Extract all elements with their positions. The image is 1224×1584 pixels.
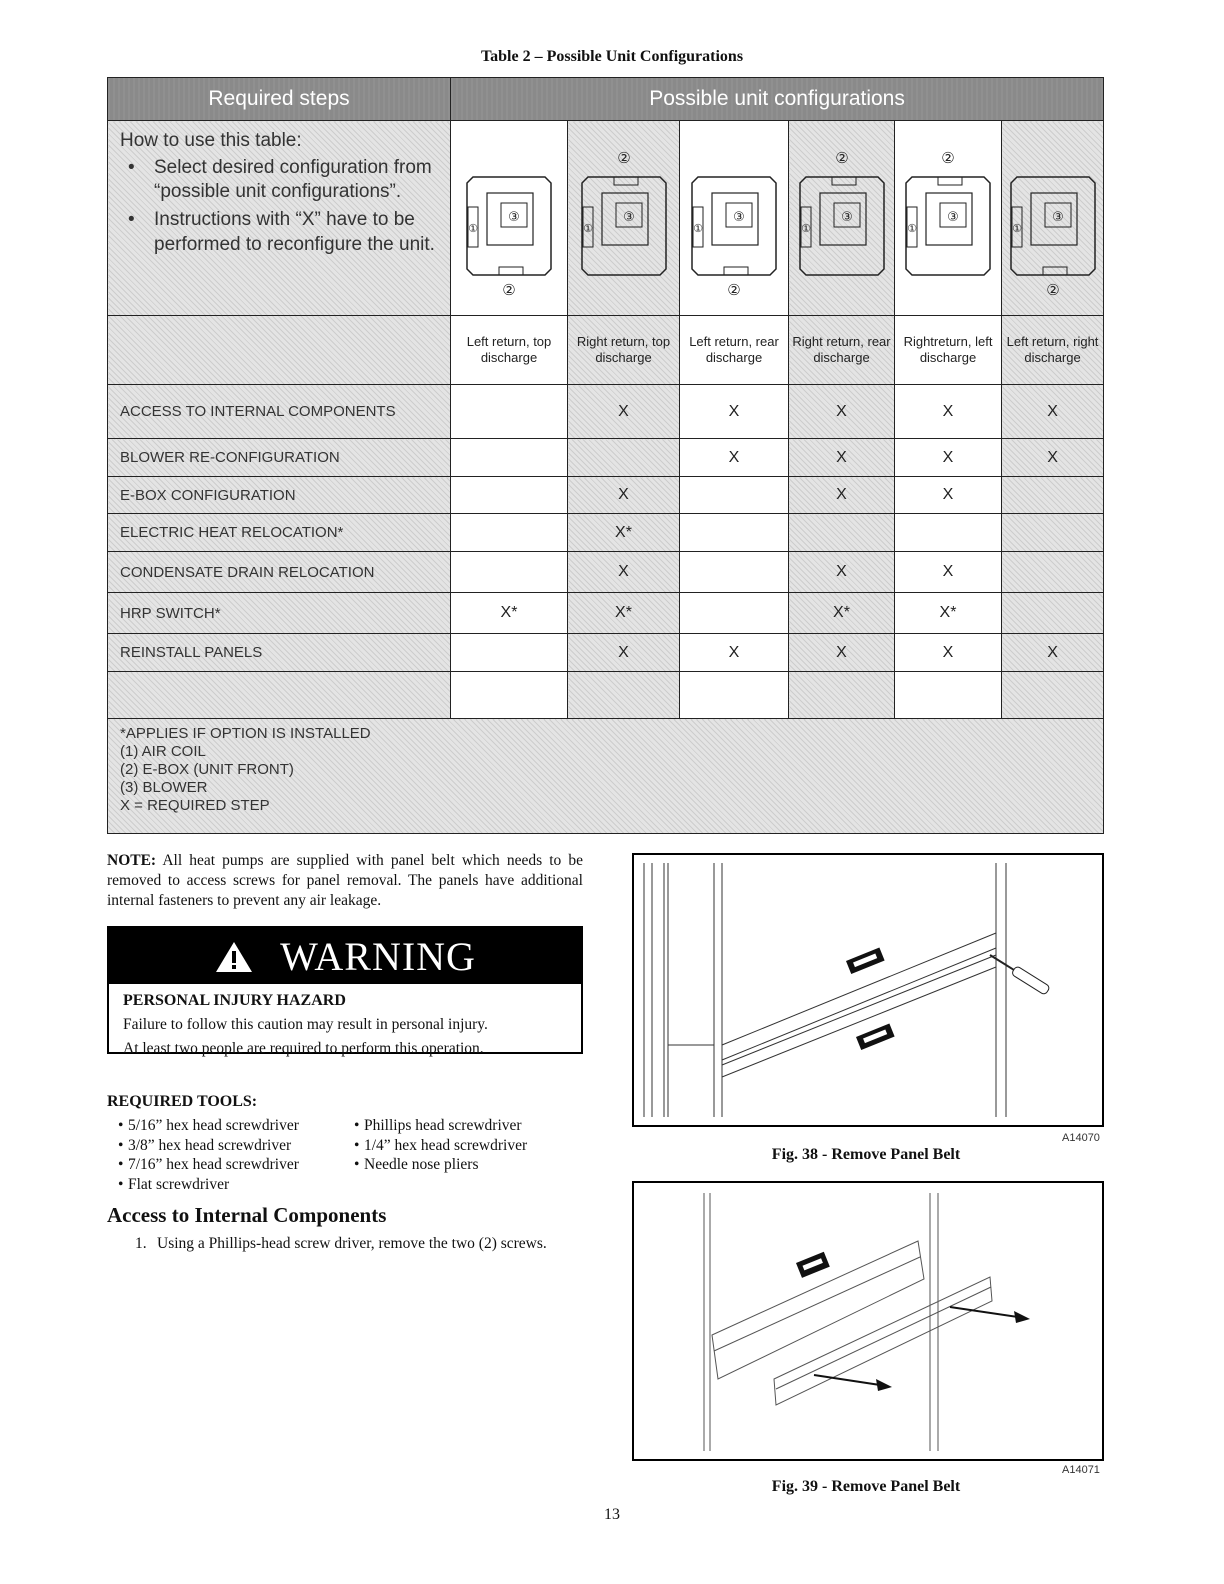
step-mark: X* <box>568 593 680 634</box>
figure-38-caption: Fig. 38 - Remove Panel Belt <box>771 1146 961 1163</box>
step-mark <box>895 514 1002 552</box>
config-label: Left return, rear discharge <box>680 316 789 385</box>
figure-39-caption: Fig. 39 - Remove Panel Belt <box>771 1478 961 1495</box>
table-row <box>108 593 1104 634</box>
note-paragraph <box>107 851 583 911</box>
e-box-shape <box>614 177 638 185</box>
table-row <box>108 439 1104 477</box>
step-mark <box>680 672 789 719</box>
blower-number: ③ <box>947 209 959 225</box>
step-mark: X <box>895 552 1002 593</box>
config-label: Left return, top discharge <box>451 316 568 385</box>
warning-line: Failure to follow this caution may result in personal injury. <box>123 1016 488 1033</box>
unit-schematic-icon <box>792 131 892 301</box>
config-diagram <box>895 121 1002 316</box>
e-box-shape <box>938 177 962 185</box>
warning-line: At least two people are required to perform this operation. <box>123 1040 484 1057</box>
unit-schematic-icon <box>1003 131 1103 301</box>
belt-clip-icon <box>846 948 885 974</box>
figure-39-code: A14071 <box>1062 1464 1100 1476</box>
step-mark <box>895 672 1002 719</box>
e-box-number: ② <box>616 148 631 167</box>
panel-belt-illustration-2 <box>634 1183 1102 1459</box>
step-name: ACCESS TO INTERNAL COMPONENTS <box>108 385 451 439</box>
header-required-steps: Required steps <box>108 78 451 121</box>
section-heading: Access to Internal Components <box>107 1203 387 1227</box>
config-label: Right return, top discharge <box>568 316 680 385</box>
step-mark <box>451 439 568 477</box>
step-mark <box>680 514 789 552</box>
step-mark: X* <box>451 593 568 634</box>
e-box-number: ② <box>941 148 955 167</box>
step-mark <box>789 514 895 552</box>
step-mark <box>1002 514 1104 552</box>
step-mark: X <box>568 385 680 439</box>
cabinet-outline <box>467 177 551 275</box>
step-mark <box>451 672 568 719</box>
arrow-right-icon <box>814 1375 892 1391</box>
config-diagram <box>789 121 895 316</box>
step-mark: X <box>680 385 789 439</box>
e-box-number: ② <box>834 148 849 167</box>
step-mark <box>451 477 568 514</box>
step-name: HRP SWITCH* <box>108 593 451 634</box>
cabinet-outline <box>1011 177 1095 275</box>
step-mark <box>789 672 895 719</box>
howto-list <box>120 156 438 258</box>
step-mark: X <box>789 439 895 477</box>
list-item: • 3/8” hex head screwdriver <box>118 1136 299 1156</box>
tools-heading: REQUIRED TOOLS: <box>107 1093 258 1110</box>
config-diagram <box>451 121 568 316</box>
air-coil-number: ① <box>468 221 478 235</box>
step-name: CONDENSATE DRAIN RELOCATION <box>108 552 451 593</box>
cabinet-outline <box>800 177 884 275</box>
step-mark: X <box>895 477 1002 514</box>
warning-box <box>107 926 583 1057</box>
note-text: All heat pumps are supplied with panel belt which needs to be removed to access screws for panel removal. The panels have additional internal fasteners to prevent any air leakage. <box>107 852 583 910</box>
step-mark <box>680 593 789 634</box>
table-row <box>108 514 1104 552</box>
step-number: 1. <box>135 1235 147 1252</box>
e-box-shape <box>499 267 523 275</box>
tools-list-right <box>354 1116 527 1175</box>
step-mark <box>568 672 680 719</box>
step-mark: X <box>789 477 895 514</box>
cabinet-outline <box>906 177 990 275</box>
howto-cell <box>108 121 451 316</box>
figure-38-image <box>632 853 1104 1127</box>
step-mark <box>1002 477 1104 514</box>
blower-number: ③ <box>622 209 635 225</box>
air-coil-number: ① <box>693 221 703 235</box>
warning-banner <box>109 928 581 984</box>
label-row-blank <box>108 316 451 385</box>
config-diagram <box>680 121 789 316</box>
blower-number: ③ <box>733 209 745 225</box>
config-label: Rightreturn, left discharge <box>895 316 1002 385</box>
header-possible-configurations: Possible unit configurations <box>451 78 1104 121</box>
step-mark <box>1002 672 1104 719</box>
step-mark: X <box>1002 439 1104 477</box>
step-name <box>108 672 451 719</box>
page-number: 13 <box>604 1506 620 1523</box>
table-row <box>108 634 1104 672</box>
legend-line: (1) AIR COIL <box>120 743 206 760</box>
legend-line: X = REQUIRED STEP <box>120 797 270 814</box>
figure-38-code: A14070 <box>1062 1132 1100 1144</box>
procedure-step <box>135 1234 583 1254</box>
list-item: • Needle nose pliers <box>354 1155 527 1175</box>
cabinet-outline <box>692 177 776 275</box>
step-name: REINSTALL PANELS <box>108 634 451 672</box>
step-mark <box>451 552 568 593</box>
unit-schematic-icon <box>459 131 559 301</box>
blower-number: ③ <box>840 209 853 225</box>
unit-schematic-icon <box>898 131 998 301</box>
blower-number: ③ <box>508 209 520 225</box>
config-diagram <box>1002 121 1104 316</box>
list-item: • Flat screwdriver <box>118 1175 299 1195</box>
step-mark <box>680 477 789 514</box>
step-mark <box>680 552 789 593</box>
step-mark: X <box>568 477 680 514</box>
panel-belt-illustration-1 <box>634 855 1102 1125</box>
step-mark: X <box>789 552 895 593</box>
table-row <box>108 672 1104 719</box>
legend-line: (3) BLOWER <box>120 779 208 796</box>
howto-item: • Select desired configuration from “possible unit configurations”. <box>154 156 438 205</box>
config-label: Left return, right discharge <box>1002 316 1104 385</box>
step-name: BLOWER RE-CONFIGURATION <box>108 439 451 477</box>
warning-banner-text: WARNING <box>280 934 476 979</box>
step-mark: X <box>1002 385 1104 439</box>
warning-title: PERSONAL INJURY HAZARD <box>123 992 346 1009</box>
table-row <box>108 552 1104 593</box>
blower-number: ③ <box>1051 209 1064 225</box>
step-mark: X <box>1002 634 1104 672</box>
step-mark <box>1002 593 1104 634</box>
e-box-shape <box>724 267 748 275</box>
e-box-number: ② <box>727 280 741 299</box>
step-mark <box>451 634 568 672</box>
step-mark: X* <box>895 593 1002 634</box>
configuration-table <box>107 77 1104 834</box>
air-coil-number: ① <box>800 221 811 235</box>
air-coil-number: ① <box>1011 221 1022 235</box>
warning-triangle-icon <box>214 932 254 990</box>
unit-schematic-icon <box>574 131 674 301</box>
belt-clip-icon <box>796 1252 830 1278</box>
table-row <box>108 477 1104 514</box>
list-item: • 5/16” hex head screwdriver <box>118 1116 299 1136</box>
howto-title: How to use this table: <box>120 130 302 151</box>
air-coil-number: ① <box>582 221 593 235</box>
list-item: • 7/16” hex head screwdriver <box>118 1155 299 1175</box>
e-box-shape <box>1043 267 1067 275</box>
step-mark <box>451 385 568 439</box>
step-mark: X <box>789 385 895 439</box>
step-mark: X <box>680 439 789 477</box>
e-box-shape <box>832 177 856 185</box>
step-name: E-BOX CONFIGURATION <box>108 477 451 514</box>
step-mark <box>1002 552 1104 593</box>
cabinet-outline <box>582 177 666 275</box>
step-mark: X <box>568 634 680 672</box>
tools-list-left <box>118 1116 299 1194</box>
legend-line: *APPLIES IF OPTION IS INSTALLED <box>120 725 371 742</box>
step-mark: X* <box>789 593 895 634</box>
step-mark: X <box>895 439 1002 477</box>
config-diagram <box>568 121 680 316</box>
step-mark <box>451 514 568 552</box>
e-box-number: ② <box>502 280 516 299</box>
step-mark: X <box>789 634 895 672</box>
step-mark: X <box>895 634 1002 672</box>
figure-39-image <box>632 1181 1104 1461</box>
step-mark: X <box>568 552 680 593</box>
step-mark <box>568 439 680 477</box>
table-row <box>108 385 1104 439</box>
step-text: Using a Phillips-head screw driver, remove the two (2) screws. <box>157 1235 547 1252</box>
step-name: ELECTRIC HEAT RELOCATION* <box>108 514 451 552</box>
note-label: NOTE: <box>107 852 157 869</box>
list-item: • 1/4” hex head screwdriver <box>354 1136 527 1156</box>
screwdriver-icon <box>987 951 1050 996</box>
config-label: Right return, rear discharge <box>789 316 895 385</box>
list-item: • Phillips head screwdriver <box>354 1116 527 1136</box>
table-legend <box>108 719 1104 834</box>
table-title: Table 2 – Possible Unit Configurations <box>480 48 744 65</box>
belt-clip-icon <box>856 1024 895 1050</box>
step-mark: X <box>680 634 789 672</box>
legend-line: (2) E-BOX (UNIT FRONT) <box>120 761 294 778</box>
step-mark: X <box>895 385 1002 439</box>
air-coil-number: ① <box>907 221 917 235</box>
step-mark: X* <box>568 514 680 552</box>
unit-schematic-icon <box>684 131 784 301</box>
howto-item: • Instructions with “X” have to be performed to reconfigure the unit. <box>154 208 438 257</box>
e-box-number: ② <box>1045 280 1060 299</box>
